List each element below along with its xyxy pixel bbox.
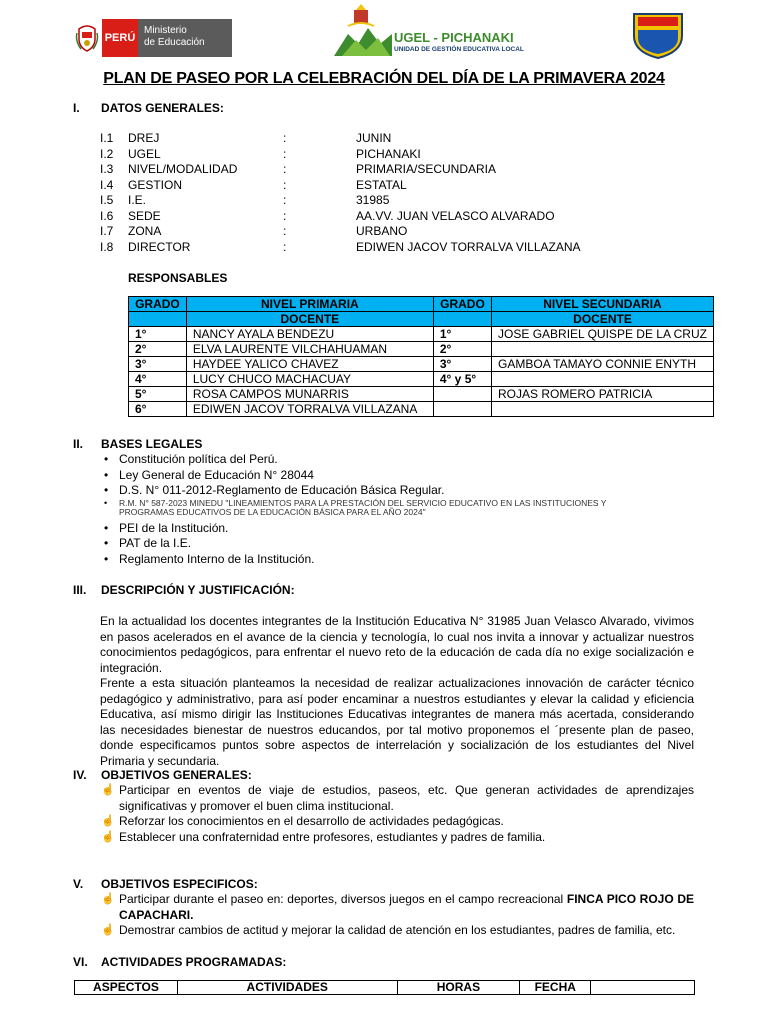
datos-row-value: JUNIN <box>356 131 392 145</box>
datos-row <box>100 240 700 255</box>
datos-row-value: AA.VV. JUAN VELASCO ALVARADO <box>356 208 555 223</box>
datos-row-label: SEDE <box>128 208 161 223</box>
table-row <box>129 357 714 372</box>
section-number: V. <box>73 877 84 891</box>
datos-row-number: I.6 <box>100 208 114 223</box>
bases-legales-list <box>101 452 661 567</box>
list-item <box>101 552 661 568</box>
grado-primaria-cell: 3° <box>129 357 187 372</box>
datos-row-label: UGEL <box>128 146 161 161</box>
section-title: ACTIVIDADES PROGRAMADAS: <box>101 955 287 969</box>
list-item <box>101 923 694 939</box>
docente-primaria-cell: NANCY AYALA BENDEZU <box>186 327 433 342</box>
datos-row-number: I.2 <box>100 146 114 161</box>
header-docente-secundaria: DOCENTE <box>492 312 714 327</box>
bullet-icon: • <box>104 483 109 497</box>
grado-secundaria-cell <box>433 402 491 417</box>
section-number: IV. <box>73 768 87 782</box>
header-docente-primaria: DOCENTE <box>186 312 433 327</box>
datos-row-value: 31985 <box>356 193 390 207</box>
datos-row-separator: : <box>283 224 287 238</box>
datos-row-label: NIVEL/MODALIDAD <box>128 162 238 176</box>
docente-primaria-cell: HAYDEE YALICO CHAVEZ <box>186 357 433 372</box>
datos-row <box>100 224 700 239</box>
base-legal-text: Constitución política del Perú. <box>119 452 278 466</box>
header-nivel-secundaria: NIVEL SECUNDARIA <box>492 297 714 312</box>
header-grado-primaria: GRADO <box>129 297 187 312</box>
objetivo-especifico-text: Participar durante el paseo en: deportes, diversos juegos en el campo recreacional <box>119 892 567 906</box>
bullet-icon: • <box>104 452 109 466</box>
datos-row-label: GESTION <box>128 177 183 192</box>
datos-row-number: I.5 <box>100 193 114 207</box>
docente-primaria-cell: EDIWEN JACOV TORRALVA VILLAZANA <box>186 402 433 417</box>
base-legal-text: PAT de la I.E. <box>119 536 192 550</box>
bullet-icon: • <box>104 536 109 550</box>
header-aspectos: ASPECTOS <box>75 981 178 995</box>
grado-primaria-cell: 5° <box>129 387 187 402</box>
docente-secundaria-cell: GAMBOA TAMAYO CONNIE ENYTH <box>492 357 714 372</box>
grado-primaria-cell: 1° <box>129 327 187 342</box>
section-title: OBJETIVOS GENERALES: <box>101 768 252 782</box>
grado-primaria-cell: 2° <box>129 342 187 357</box>
base-legal-text: PEI de la Institución. <box>119 520 229 535</box>
docente-primaria-cell: ROSA CAMPOS MUNARRIS <box>186 387 433 402</box>
base-legal-text: R.M. N° 587-2023 MINEDU "LINEAMIENTOS PARA LA PRESTACIÓN DEL SERVICIO EDUCATIVO EN LAS INSTITUCIONES Y PROGRAMAS EDUCATIVOS DE LA EDUCACIÓN BÁSICA PARA EL AÑO 2024" <box>119 497 607 517</box>
ugel-name: UGEL - PICHANAKI <box>394 30 514 45</box>
datos-row-label: ZONA <box>128 224 162 238</box>
section-title: DESCRIPCIÓN Y JUSTIFICACIÓN: <box>101 583 295 597</box>
datos-row-value: ESTATAL <box>356 177 407 192</box>
datos-row <box>100 178 700 193</box>
hand-pointer-icon: ☝ <box>101 924 115 936</box>
docente-secundaria-cell <box>492 372 714 387</box>
list-item <box>101 814 694 830</box>
list-item <box>101 483 661 499</box>
datos-row <box>100 147 700 162</box>
grado-secundaria-cell: 4° y 5° <box>433 372 491 387</box>
section-number: I. <box>73 101 80 115</box>
ministerio-label <box>138 19 232 57</box>
datos-row-separator: : <box>283 131 287 145</box>
hand-pointer-icon: ☝ <box>101 893 115 905</box>
datos-row-separator: : <box>283 177 287 192</box>
school-badge-icon <box>632 12 684 60</box>
datos-row-number: I.3 <box>100 162 114 176</box>
grado-primaria-cell: 6° <box>129 402 187 417</box>
list-item <box>101 830 694 846</box>
section-title: DATOS GENERALES: <box>101 101 224 115</box>
peru-label: PERÚ <box>102 19 138 57</box>
section-number: II. <box>73 437 84 451</box>
datos-row-separator: : <box>283 146 287 161</box>
datos-row-value: PRIMARIA/SECUNDARIA <box>356 162 497 176</box>
datos-row-number: I.8 <box>100 239 114 254</box>
base-legal-text: Reglamento Interno de la Institución. <box>119 551 315 566</box>
section-number: III. <box>73 583 87 597</box>
datos-row-number: I.4 <box>100 177 114 192</box>
objetivo-general-text: Participar en eventos de viaje de estudios, paseos, etc. Que generan actividades de aprendizajes significativas y promover el buen clima institucional. <box>119 783 694 813</box>
docente-secundaria-cell: JOSE GABRIEL QUISPE DE LA CRUZ <box>492 327 714 342</box>
table-row <box>129 372 714 387</box>
header-horas: HORAS <box>397 981 520 995</box>
header-grado-secundaria: GRADO <box>433 297 491 312</box>
objetivo-especifico-place: FINCA PICO ROJO DE CAPACHARI. <box>119 892 694 922</box>
objetivo-general-text: Reforzar los conocimientos en el desarrollo de actividades pedagógicas. <box>119 814 504 828</box>
docente-primaria-cell: LUCY CHUCO MACHACUAY <box>186 372 433 387</box>
datos-row-number: I.7 <box>100 224 114 238</box>
grado-secundaria-cell: 3° <box>433 357 491 372</box>
table-row <box>129 402 714 417</box>
datos-row-separator: : <box>283 193 287 207</box>
table-row <box>129 387 714 402</box>
datos-row-value: PICHANAKI <box>356 146 421 161</box>
bullet-icon: • <box>104 497 108 508</box>
section-title: BASES LEGALES <box>101 437 203 451</box>
ministerio-line2: de Educación <box>144 37 205 48</box>
header-blank <box>129 312 187 327</box>
datos-row-number: I.1 <box>100 131 114 145</box>
datos-row-label: DREJ <box>128 131 160 145</box>
header-nivel-primaria: NIVEL PRIMARIA <box>186 297 433 312</box>
docente-secundaria-cell <box>492 402 714 417</box>
list-item <box>101 783 694 814</box>
header-blank <box>433 312 491 327</box>
ministerio-line1: Ministerio <box>144 25 187 36</box>
section-title: OBJETIVOS ESPECIFICOS: <box>101 877 258 891</box>
grado-primaria-cell: 4° <box>129 372 187 387</box>
table-row <box>129 327 714 342</box>
list-item <box>101 521 661 537</box>
objetivos-generales-list <box>101 783 694 845</box>
docente-secundaria-cell: ROJAS ROMERO PATRICIA <box>492 387 714 402</box>
docente-secundaria-cell <box>492 342 714 357</box>
hand-pointer-icon: ☝ <box>101 815 115 827</box>
header-blank <box>591 981 695 995</box>
ugel-emblem-icon <box>334 4 394 60</box>
datos-row-separator: : <box>283 208 287 223</box>
descripcion-paragraph-2: Frente a esta situación planteamos la necesidad de realizar actualizaciones innovación de carácter técnico pedagógico y administrativo, para así poder encaminar a nuestros estudiantes y elevar la calidad y eficiencia Educativa, así mismo dirigir las Instituciones Educativas integrantes de manera más acertada, considerando las necesidades bienestar de nuestros educandos, por tal motivo proponemos el ´presente plan de paseo, donde especificamos puntos sobre aspectos de interrelación y socialización de los estudiantes del Nivel Primaria y secundaria. <box>100 676 694 768</box>
list-item <box>101 452 661 468</box>
table-row <box>129 342 714 357</box>
descripcion-paragraph-1: En la actualidad los docentes integrantes de la Institución Educativa N° 31985 Juan Velasco Alvarado, vivimos en pasos acelerados en el avance de la ciencia y tecnología, lo cual nos invita a innovar y actualizar nuestros conocimientos pedagógicos, para enfrentar el nuevo reto de la educación de cada día no exige socialización e integración. <box>100 614 694 675</box>
bullet-icon: • <box>104 520 109 535</box>
objetivos-especificos-list <box>101 892 694 939</box>
header-fecha: FECHA <box>520 981 591 995</box>
objetivo-especifico-text: Demostrar cambios de actitud y mejorar la calidad de atención en los estudiantes, padres de familia, etc. <box>119 923 676 937</box>
grado-secundaria-cell <box>433 387 491 402</box>
list-item <box>101 892 694 923</box>
list-item <box>101 468 661 484</box>
section-number: VI. <box>73 955 88 969</box>
list-item <box>101 499 661 521</box>
bullet-icon: • <box>104 551 109 566</box>
base-legal-text: Ley General de Educación N° 28044 <box>119 467 314 482</box>
hand-pointer-icon: ☝ <box>101 784 115 796</box>
responsables-heading: RESPONSABLES <box>128 271 228 285</box>
datos-row <box>100 162 700 177</box>
grado-secundaria-cell: 2° <box>433 342 491 357</box>
base-legal-text: D.S. N° 011-2012-Reglamento de Educación Básica Regular. <box>119 483 445 497</box>
actividades-table <box>74 980 695 995</box>
peru-shield-icon <box>72 19 102 57</box>
objetivo-general-text: Establecer una confraternidad entre profesores, estudiantes y padres de familia. <box>119 829 546 844</box>
ministerio-logo <box>72 19 232 57</box>
docente-primaria-cell: ELVA LAURENTE VILCHAHUAMAN <box>186 342 433 357</box>
document-title: PLAN DE PASEO POR LA CELEBRACIÓN DEL DÍA DE LA PRIMAVERA 2024 <box>103 70 665 87</box>
datos-row <box>100 131 700 146</box>
header-actividades: ACTIVIDADES <box>177 981 397 995</box>
bullet-icon: • <box>104 467 109 482</box>
datos-row-separator: : <box>283 162 287 176</box>
responsables-table <box>128 296 714 417</box>
datos-row <box>100 209 700 224</box>
ugel-logo <box>334 4 524 60</box>
grado-secundaria-cell: 1° <box>433 327 491 342</box>
hand-pointer-icon: ☝ <box>101 830 115 843</box>
datos-row-separator: : <box>283 239 287 254</box>
datos-row-value: URBANO <box>356 224 408 238</box>
list-item <box>101 536 661 552</box>
datos-row-value: EDIWEN JACOV TORRALVA VILLAZANA <box>356 239 581 254</box>
datos-row-label: DIRECTOR <box>128 239 191 254</box>
ugel-subtitle: UNIDAD DE GESTIÓN EDUCATIVA LOCAL <box>394 46 524 53</box>
datos-row-label: I.E. <box>128 193 147 207</box>
datos-row <box>100 193 700 208</box>
